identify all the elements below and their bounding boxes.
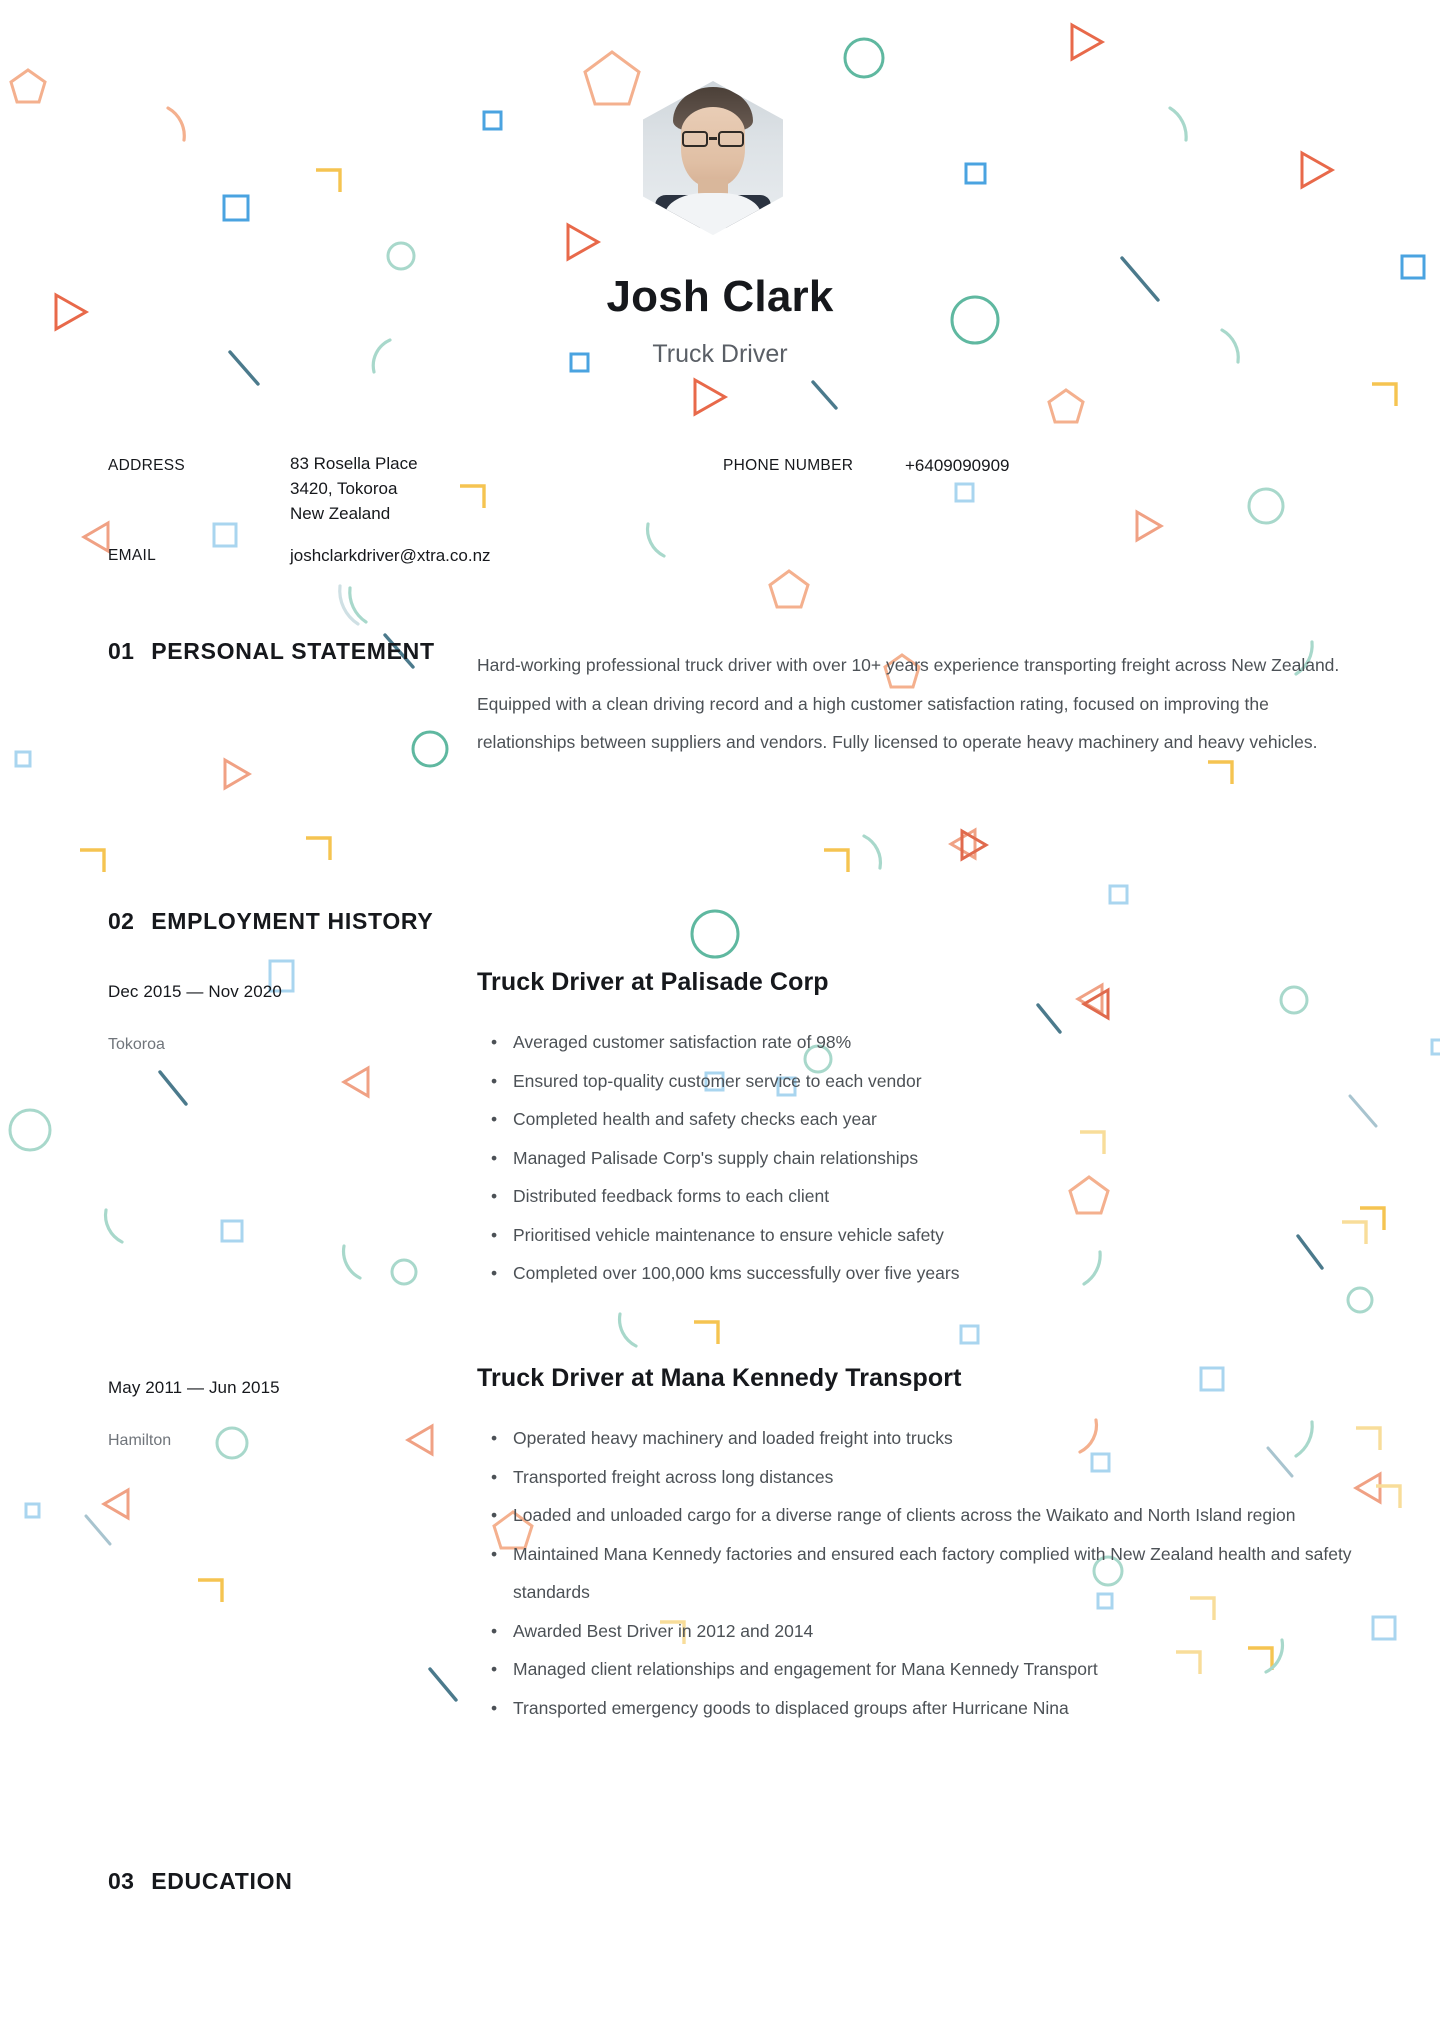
section-number: 02 (108, 908, 135, 934)
employment-meta (108, 1378, 438, 1450)
address-line-1: 83 Rosella Place (290, 454, 418, 473)
address-value (290, 451, 418, 526)
personal-statement-text: Hard-working professional truck driver with over 10+ years experience transporting freight across New Zealand. Equipped with a clean driving record and a high customer satisfaction rating, focused on improving the relationships between suppliers and vendors. Fully licensed to operate heavy machinery and heavy vehicles. (477, 655, 1340, 752)
address-label: ADDRESS (108, 457, 186, 474)
section-header-employment-history (108, 908, 433, 935)
job-title-subtitle: Truck Driver (652, 340, 788, 368)
phone-value[interactable]: +6409090909 (905, 456, 1010, 475)
photo-shirt (665, 193, 761, 235)
list-item: • Transported freight across long distances (477, 1458, 1357, 1497)
list-item: • Averaged customer satisfaction rate of 98% (477, 1023, 1357, 1062)
employment-dates: May 2011 — Jun 2015 (108, 1378, 280, 1397)
email-value[interactable]: joshclarkdriver@xtra.co.nz (290, 546, 491, 565)
employment-bullets (477, 1023, 1357, 1293)
glasses-icon (681, 131, 745, 147)
profile-photo (643, 81, 783, 235)
list-item: • Managed client relationships and engagement for Mana Kennedy Transport (477, 1650, 1357, 1689)
section-header-education (108, 1868, 293, 1895)
section-title: EDUCATION (151, 1868, 293, 1894)
page-title: Josh Clark (606, 272, 834, 321)
section-title: PERSONAL STATEMENT (151, 638, 435, 664)
list-item: • Transported emergency goods to displaced groups after Hurricane Nina (477, 1689, 1357, 1728)
list-item: • Awarded Best Driver in 2012 and 2014 (477, 1612, 1357, 1651)
employment-location: Tokoroa (108, 1036, 165, 1053)
section-title: EMPLOYMENT HISTORY (151, 908, 434, 934)
list-item: • Completed over 100,000 kms successfully over five years (477, 1254, 1357, 1293)
address-line-3: New Zealand (290, 504, 391, 523)
list-item: • Loaded and unloaded cargo for a diverse range of clients across the Waikato and North Island region (477, 1496, 1357, 1535)
employment-meta (108, 982, 438, 1054)
contact-block (0, 444, 1440, 564)
list-item: • Operated heavy machinery and loaded freight into trucks (477, 1419, 1357, 1458)
section-number: 03 (108, 1868, 135, 1894)
employment-detail (477, 968, 1357, 1293)
avatar (643, 81, 783, 235)
list-item: • Managed Palisade Corp's supply chain relationships (477, 1139, 1357, 1178)
phone-label: PHONE NUMBER (723, 457, 854, 474)
address-line-2: 3420, Tokoroa (290, 479, 398, 498)
employment-dates: Dec 2015 — Nov 2020 (108, 982, 282, 1001)
list-item: • Prioritised vehicle maintenance to ensure vehicle safety (477, 1216, 1357, 1255)
email-label: EMAIL (108, 547, 157, 564)
list-item: • Completed health and safety checks each year (477, 1100, 1357, 1139)
employment-detail (477, 1364, 1357, 1727)
employment-location: Hamilton (108, 1432, 172, 1449)
employment-role: Truck Driver at Palisade Corp (477, 968, 829, 996)
list-item: • Distributed feedback forms to each client (477, 1177, 1357, 1216)
list-item: • Ensured top-quality customer service to each vendor (477, 1062, 1357, 1101)
section-header-personal-statement (108, 638, 435, 665)
employment-role: Truck Driver at Mana Kennedy Transport (477, 1364, 962, 1392)
section-number: 01 (108, 638, 135, 664)
employment-bullets (477, 1419, 1357, 1727)
list-item: • Maintained Mana Kennedy factories and ensured each factory complied with New Zealand health and safety standards (477, 1535, 1357, 1612)
photo-face (681, 107, 745, 187)
